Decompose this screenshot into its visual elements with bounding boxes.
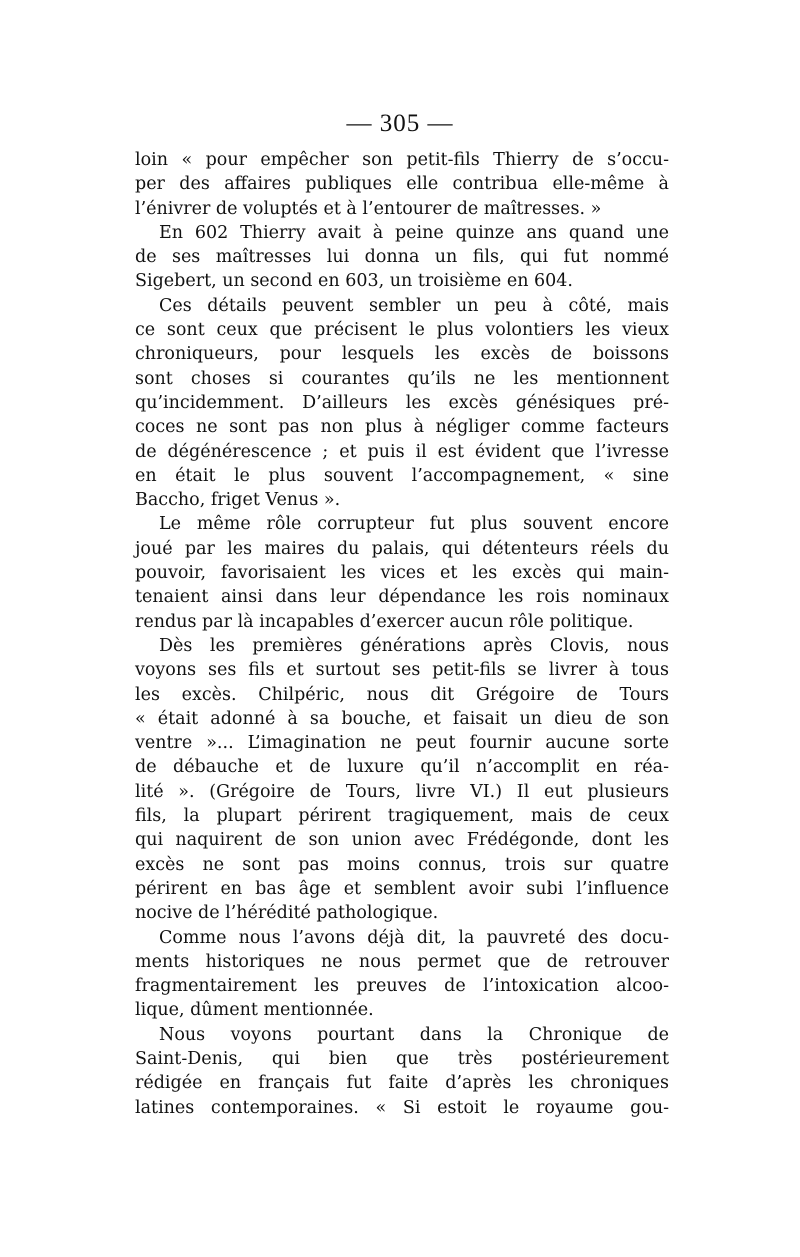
text-line: tenaient ainsi dans leur dépendance les rois nominaux: [135, 587, 669, 608]
text-line: Dès les premières générations après Clovis, nous: [159, 635, 669, 656]
text-line: Comme nous l’avons déjà dit, la pauvreté des docu-: [159, 927, 669, 948]
text-line: per des affaires publiques elle contribua elle-même à: [135, 174, 669, 195]
body-text: [135, 148, 669, 1120]
text-line: Nous voyons pourtant dans la Chronique de: [159, 1024, 669, 1045]
text-line: ce sont ceux que précisent le plus volontiers les vieux: [135, 320, 669, 341]
text-line: fragmentairement les preuves de l’intoxication alcoo-: [135, 976, 669, 997]
page-number: — 305 —: [346, 110, 454, 137]
text-line: qu’incidemment. D’ailleurs les excès génésiques pré-: [135, 392, 669, 413]
text-line: l’énivrer de voluptés et à l’entourer de maîtresses. »: [135, 198, 602, 219]
text-line: en était le plus souvent l’accompagnement, « sine: [135, 465, 669, 486]
text-line: périrent en bas âge et semblent avoir subi l’influence: [135, 878, 669, 899]
text-line: Baccho, friget Venus ».: [135, 490, 341, 511]
text-line: latines contemporaines. « Si estoit le royaume gou-: [135, 1097, 669, 1118]
text-line: ventre »... L’imagination ne peut fournir aucune sorte: [135, 733, 669, 754]
text-line: qui naquirent de son union avec Frédégonde, dont les: [135, 830, 669, 851]
text-line: « était adonné à sa bouche, et faisait un dieu de son: [135, 708, 669, 729]
text-line: excès ne sont pas moins connus, trois sur quatre: [135, 854, 669, 875]
text-line: pouvoir, favorisaient les vices et les excès qui main-: [135, 563, 669, 584]
text-line: Le même rôle corrupteur fut plus souvent encore: [159, 514, 669, 535]
text-line: rédigée en français fut faite d’après les chroniques: [135, 1073, 669, 1094]
text-line: loin « pour empêcher son petit-fils Thierry de s’occu-: [135, 150, 669, 170]
text-line: fils, la plupart périrent tragiquement, mais de ceux: [135, 806, 669, 827]
text-line: sont choses si courantes qu’ils ne les mentionnent: [135, 368, 669, 389]
text-line: lité ». (Grégoire de Tours, livre VI.) Il eut plusieurs: [135, 781, 669, 802]
text-line: voyons ses fils et surtout ses petit-fils se livrer à tous: [135, 660, 669, 681]
text-line: Sigebert, un second en 603, un troisième en 604.: [135, 271, 573, 292]
text-line: Ces détails peuvent sembler un peu à côté, mais: [159, 295, 669, 316]
text-line: chroniqueurs, pour lesquels les excès de boissons: [135, 344, 669, 365]
text-line: Saint-Denis, qui bien que très postérieurement: [135, 1048, 669, 1069]
text-line: ments historiques ne nous permet que de retrouver: [135, 951, 669, 972]
text-line: de ses maîtresses lui donna un fils, qui fut nommé: [135, 247, 669, 268]
text-line: En 602 Thierry avait à peine quinze ans quand une: [159, 222, 669, 243]
text-line: de débauche et de luxure qu’il n’accomplit en réa-: [135, 757, 669, 778]
text-line: nocive de l’hérédité pathologique.: [135, 903, 439, 924]
text-line: de dégénérescence ; et puis il est évident que l’ivresse: [135, 441, 669, 462]
text-line: coces ne sont pas non plus à négliger comme facteurs: [135, 417, 669, 438]
text-line: les excès. Chilpéric, nous dit Grégoire de Tours: [135, 684, 669, 705]
text-line: rendus par là incapables d’exercer aucun rôle politique.: [135, 611, 634, 632]
text-line: joué par les maires du palais, qui détenteurs réels du: [135, 538, 669, 559]
text-line: lique, dûment mentionnée.: [135, 1000, 374, 1021]
